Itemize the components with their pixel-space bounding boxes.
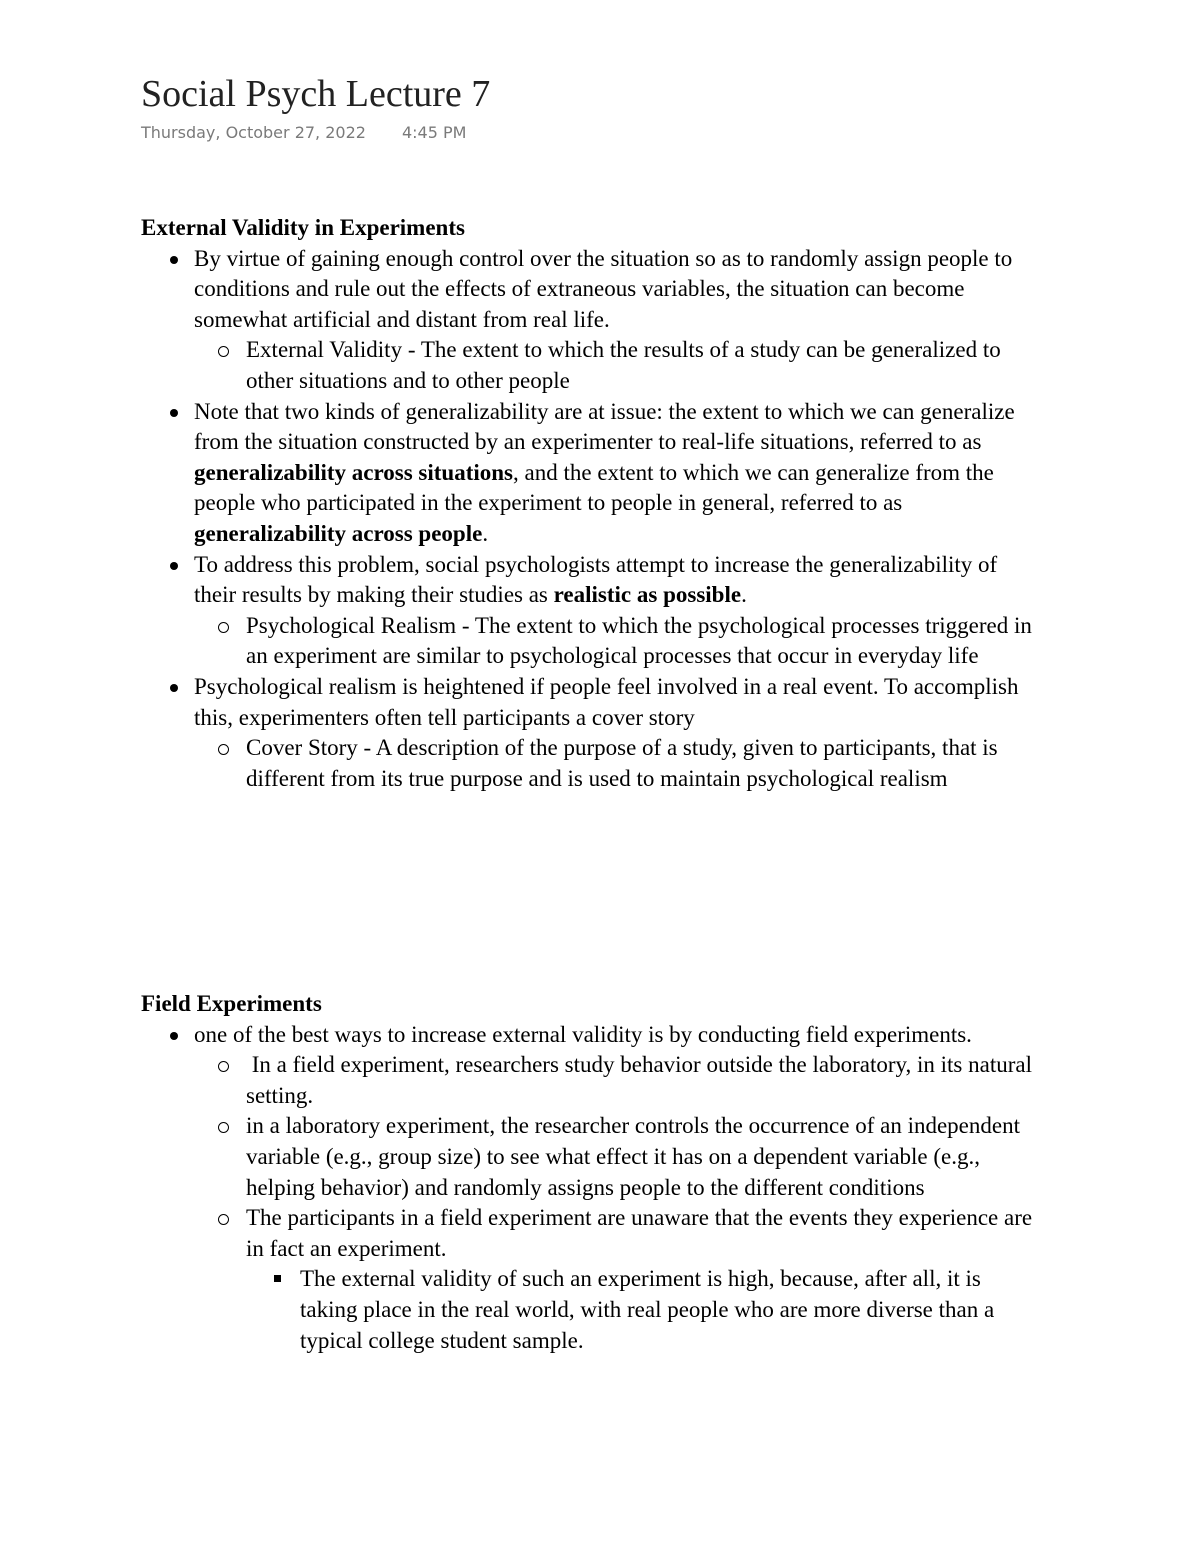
section-heading: Field Experiments xyxy=(141,991,322,1016)
list-item-text: Cover Story - A description of the purpose of a study, given to participants, that is different from its true purpose and is used to maintain psychological realism xyxy=(246,735,998,791)
list-item xyxy=(141,1203,1041,1264)
bold-term: realistic as possible xyxy=(553,582,742,608)
list-item-text: , and the extent to which we can generalize from the people who participated in the experiment to people in general, referred to as xyxy=(194,459,994,516)
bullet-circle-icon xyxy=(218,1214,229,1225)
list-item-text: Psychological Realism - The extent to which the psychological processes triggered in an experiment are similar to psychological processes that occur in everyday life xyxy=(246,612,1032,669)
bullet-list xyxy=(141,1020,1041,1357)
bullet-list xyxy=(141,244,1041,795)
note-time: 4:45 PM xyxy=(401,123,467,142)
list-item-text: By virtue of gaining enough control over the situation so as to randomly assign people to conditions and rule out the effects of extraneous variables, the situation can become somewhat artificial and distant from real life. xyxy=(194,245,1013,332)
bullet-square-icon xyxy=(274,1275,281,1282)
section-external-validity xyxy=(141,213,1041,794)
bullet-circle-icon xyxy=(218,1122,229,1133)
note-date: Thursday, October 27, 2022 xyxy=(141,123,366,142)
bullet-disc-icon xyxy=(170,684,178,692)
bold-term: generalizability across situations xyxy=(194,459,514,485)
list-item xyxy=(141,1050,1041,1111)
bullet-circle-icon xyxy=(218,622,229,633)
list-item xyxy=(141,244,1041,336)
list-item xyxy=(141,550,1041,611)
list-item-text: The external validity of such an experiment is high, because, after all, it is taking place in the real world, with real people who are more diverse than a typical college student sample. xyxy=(300,1266,995,1353)
bullet-circle-icon xyxy=(218,744,229,755)
bold-term: generalizability across people xyxy=(194,520,483,546)
bullet-circle-icon xyxy=(218,1061,229,1072)
section-field-experiments xyxy=(141,989,1041,1356)
bullet-disc-icon xyxy=(170,256,178,264)
section-heading: External Validity in Experiments xyxy=(141,215,465,240)
list-item-text: Psychological realism is heightened if people feel involved in a real event. To accomplish this, experimenters often tell participants a cover story xyxy=(194,673,1019,730)
list-item xyxy=(141,335,1041,396)
list-item-text: To address this problem, social psychologists attempt to increase the generalizability of their results by making their studies as xyxy=(194,551,998,608)
page-title: Social Psych Lecture 7 xyxy=(141,73,491,115)
list-item xyxy=(141,1020,1041,1051)
list-item xyxy=(141,672,1041,733)
bullet-disc-icon xyxy=(170,409,178,417)
list-item-text: one of the best ways to increase external validity is by conducting field experiments. xyxy=(194,1021,972,1047)
note-timestamp xyxy=(141,122,466,144)
list-item xyxy=(141,611,1041,672)
bullet-disc-icon xyxy=(170,562,178,570)
list-item xyxy=(141,1264,1041,1356)
list-item-text: Note that two kinds of generalizability are at issue: the extent to which we can generalize from the situation constructed by an experimenter to real-life situations, referred to as xyxy=(194,398,1015,455)
bullet-disc-icon xyxy=(170,1032,178,1040)
list-item-text: . xyxy=(482,520,489,546)
list-item-text: in a laboratory experiment, the researcher controls the occurrence of an independent variable (e.g., group size) to see what effect it has on a dependent variable (e.g., helping behavior) and randomly assigns people to the different conditions xyxy=(246,1113,1020,1200)
list-item-text: The participants in a field experiment are unaware that the events they experience are in fact an experiment. xyxy=(246,1205,1033,1261)
list-item xyxy=(141,1111,1041,1203)
list-item-text: . xyxy=(741,582,747,608)
list-item xyxy=(141,397,1041,550)
bullet-circle-icon xyxy=(218,346,229,357)
list-item xyxy=(141,733,1041,794)
list-item-text: In a field experiment, researchers study behavior outside the laboratory, in its natural setting. xyxy=(246,1052,1038,1108)
list-item-text: External Validity - The extent to which the results of a study can be generalized to other situations and to other people xyxy=(246,337,1001,393)
